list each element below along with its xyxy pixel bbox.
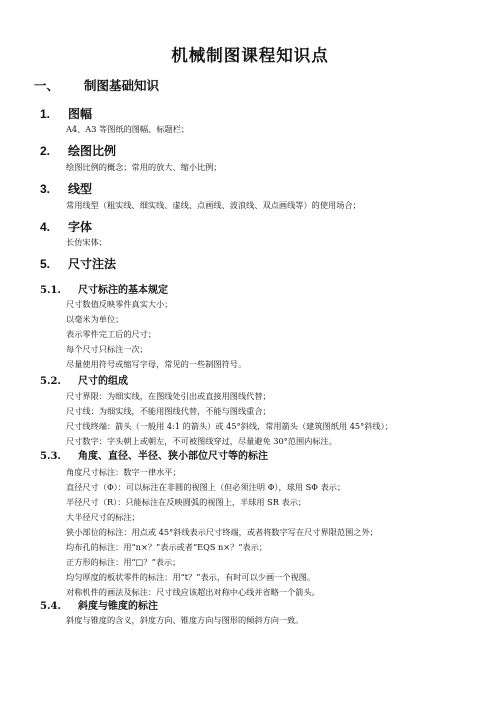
paragraph-line: 均布孔的标注：用“n×？”表示或者“EQS n×？”表示； [66,542,268,552]
document-title: 机械制图课程知识点 [171,46,329,65]
paragraph-line: 常用线型（粗实线、细实线、虚线、点画线、波浪线、双点画线等）的使用场合； [66,200,361,210]
subsection-title: 角度、直径、半径、狭小部位尺寸等的标注 [78,451,268,462]
subsection-heading [40,447,268,462]
chapter-title: 制图基础知识 [84,78,160,93]
paragraph-line: 尺寸界限：为细实线，在图线处引出或直接用图线代替； [66,391,271,401]
chapter-heading [34,76,159,94]
paragraph-line: 斜度与锥度的含义，斜度方向、锥度方向与图形的倾斜方向一致。 [66,615,304,625]
paragraph-line: 表示零件完工后的尺寸； [66,329,157,339]
subsection-title: 尺寸标注的基本规定 [78,285,168,296]
section-heading [40,105,92,122]
paragraph-line: 绘图比例的概念；常用的放大、缩小比例； [66,162,222,172]
paragraph-line: 正方形的标注：用“□？”表示； [66,557,181,567]
section-title: 绘图比例 [68,144,117,158]
section-number: 4. [40,220,51,234]
section-heading [40,218,92,235]
subsection-heading [40,597,158,612]
section-number: 1. [40,107,51,121]
paragraph-line: 均匀厚度的板状零件的标注：用“t？”表示，有时可以少画一个视图。 [66,572,316,582]
paragraph-line: 每个尺寸只标注一次； [66,344,148,354]
paragraph-line: 尺寸数字：字头朝上或朝左，不可被图线穿过，尽量避免 30°范围内标注。 [66,436,337,446]
paragraph-line: 尽量使用符号或缩写字母，常见的一些制图符号。 [66,359,247,369]
paragraph-block [66,389,393,449]
section-heading [40,180,92,197]
paragraph-block [66,465,378,600]
section-number: 3. [40,182,51,196]
section-heading [40,255,116,272]
section-title: 字体 [68,220,93,234]
subsection-number: 5.3. [40,451,61,462]
paragraph-line: 大半径尺寸的标注； [66,512,140,522]
subsection-title: 斜度与锥度的标注 [78,601,158,612]
paragraph-line: 长仿宋体； [66,237,107,247]
paragraph-line: 直径尺寸（Φ）：可以标注在非圆的视图上（但必须注明 Φ），球用 SΦ 表示； [66,482,346,492]
section-number: 2. [40,144,51,158]
paragraph-line: 尺寸数值反映零件真实大小； [66,299,173,309]
section-heading [40,142,116,159]
paragraph-line: 对称机件的画法及标注：尺寸线应该超出对称中心线并省略一个箭头。 [66,587,320,597]
paragraph-line: 以毫米为单位； [66,314,124,324]
paragraph-line: 狭小部位的标注：用点或 45°斜线表示尺寸终端，或者将数字写在尺寸界限范围之外； [66,527,378,537]
paragraph-line: 角度尺寸标注：数字一律水平； [66,467,181,477]
paragraph-line: A4、A3 等图纸的图幅、标题栏； [66,124,190,134]
chapter-number: 一、 [34,78,60,93]
paragraph-block [66,297,246,372]
paragraph-line: 尺寸线终端：箭头（一般用 4:1 的箭头）或 45°斜线，常用箭头（建筑图纸用 45°斜线）； [66,421,393,431]
subsection-number: 5.1. [40,285,61,296]
section-number: 5. [40,257,51,271]
subsection-heading [40,372,128,387]
paragraph-line: 尺寸线：为细实线，不能用图线代替，不能与图线重合； [66,406,271,416]
paragraph-line: 半径尺寸（R）：只能标注在反映圆弧的视图上，半球用 SR 表示； [66,497,307,507]
section-title: 线型 [68,182,93,196]
subsection-number: 5.2. [40,376,61,387]
subsection-heading [40,281,168,296]
subsection-title: 尺寸的组成 [78,376,128,387]
subsection-number: 5.4. [40,601,61,612]
section-title: 尺寸注法 [68,257,117,271]
section-title: 图幅 [68,107,93,121]
